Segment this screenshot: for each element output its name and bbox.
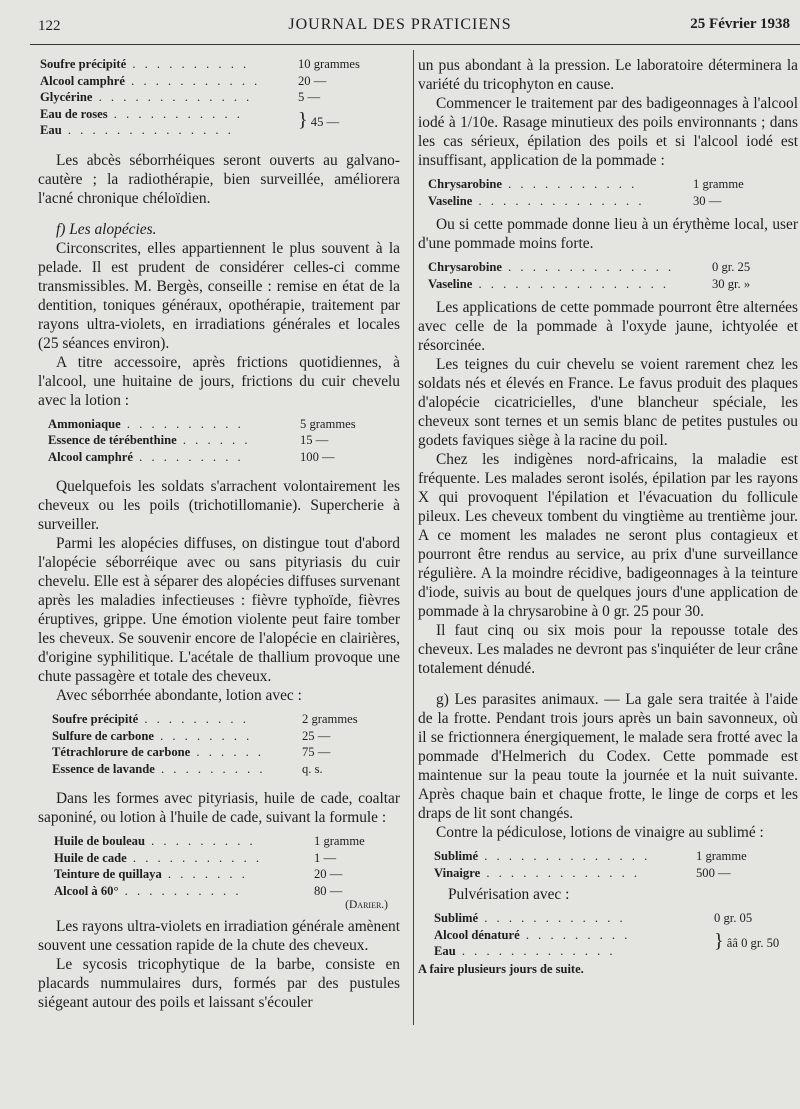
- issue-date: 25 Février 1938: [690, 16, 790, 32]
- paragraph: Les rayons ultra-violets en irradiation générale amènent souvent une cessation rapide de la chute des cheveux.: [38, 918, 400, 954]
- rx-line: Alcool camphré . . . . . . . . . . . 20 —: [40, 73, 327, 88]
- paragraph: un pus abondant à la pression. Le laboratoire déterminera la variété du tricophyton en cause.: [418, 57, 798, 93]
- paragraph: Les applications de cette pommade pourront être alternées avec celle de la pommade à l'oxyde jaune, ichtyolée et résorcinée.: [418, 299, 798, 354]
- page-number: 122: [38, 18, 61, 34]
- paragraph: Il faut cinq ou six mois pour la repousse totale des cheveux. Les malades ne devront pas s'inquiéter de leur crâne totalement dénudé.: [418, 622, 798, 677]
- paragraph: Commencer le traitement par des badigeonnages à l'alcool iodé à 1/10e. Rasage minutieux des poils environnants ; dans les cas sérieux, épilation des poils et si l'alcool iodé est insuffisant, application de la pommade :: [418, 95, 798, 169]
- rx-line: Glycérine . . . . . . . . . . . . . 5 —: [40, 90, 321, 104]
- rx-line: Essence de térébenthine . . . . . . 15 —: [48, 433, 329, 447]
- rx-line: Eau . . . . . . . . . . . . . .: [40, 123, 234, 137]
- paragraph: Circonscrites, elles appartiennent le plus souvent à la pelade. Il est prudent de considérer celles-ci comme transmissibles. M. Bergès, conseille : remise en état de la dentition, toniques généraux, opothérapie, traitement par rayons ultra-violets, en irradiations générales et locales (25 séances environ).: [38, 239, 400, 352]
- signature: (Darier.): [345, 899, 388, 911]
- prescription-7: [434, 848, 747, 881]
- right-column: [418, 56, 798, 977]
- prescription-5: [428, 176, 744, 209]
- rx-line: Huile de bouleau . . . . . . . . . 1 gramme: [54, 834, 365, 848]
- rx-line: Eau . . . . . . . . . . . . .: [434, 944, 616, 958]
- rx-line: Alcool dénaturé . . . . . . . . . } ââ 0 gr. 50: [434, 927, 780, 953]
- rx-line: Sublimé . . . . . . . . . . . . . . 1 gramme: [434, 849, 747, 863]
- paragraph: Quelquefois les soldats s'arrachent volontairement les cheveux ou les poils (trichotillomanie). Supercherie à surveiller.: [38, 478, 400, 533]
- rx-line: Vaseline . . . . . . . . . . . . . . . . 30 gr. »: [428, 276, 751, 291]
- section-heading-f: f) Les alopécies.: [56, 220, 157, 238]
- rx-line: Chrysarobine . . . . . . . . . . . 1 gramme: [428, 177, 744, 191]
- prescription-6: [428, 259, 750, 292]
- paragraph: Chez les indigènes nord-africains, la maladie est fréquente. Les malades seront isolés, épilation par les rayons X qui provoquent l'épilation et l'évacuation du follicule pileux. Les cheveux tombent du vingtième au trentième jour. A ce moment les malades ne seront plus contagieux et pourront être rendus au service, au prix d'une surveillance régulière. A la moindre récidive, badigeonnages à la teinture d'iode, suivis au bout de quelques jours d'une application de pommade à la chrysarobine à 0 gr. 25 pour 30.: [418, 451, 798, 620]
- paragraph: Contre la pédiculose, lotions de vinaigre au sublimé :: [436, 824, 764, 841]
- rx-line: Teinture de quillaya . . . . . . . 20 —: [54, 867, 343, 881]
- prescription-8: [434, 910, 779, 960]
- paragraph: Les teignes du cuir chevelu se voient rarement chez les soldats nés et élevés en France. Le favus produit des plaques d'alopécie cicatricielles, d'une blancheur spéciale, les cheveux sont ternes et un semis blanc de petites pustules ou godets faviques siège à la racine du poil.: [418, 356, 798, 449]
- paragraph: A titre accessoire, après frictions quotidiennes, à l'alcool, une huitaine de jours, frictions du cuir chevelu avec la lotion :: [38, 353, 400, 409]
- header-rule: [30, 44, 800, 45]
- rx-line: Vinaigre . . . . . . . . . . . . . 500 —: [434, 865, 731, 880]
- paragraph: Parmi les alopécies diffuses, on distingue tout d'abord l'alopécie séborréique avec ou sans pityriasis du cuir chevelu. Elle est à séparer des alopécies diffuses survenant après les maladies infectieuses : fièvre typhoïde, fièvres éruptives, grippe. Une émotion violente peut faire tomber les cheveux. Se souvenir encore de l'alopécie en clairières, d'origine syphilitique. L'acétale de thallium provoque une chute passagère et totale des cheveux.: [38, 535, 400, 685]
- prescription-2: [48, 416, 356, 466]
- rx-line: Sublimé . . . . . . . . . . . . 0 gr. 05: [434, 911, 753, 925]
- rx-line: Alcool camphré . . . . . . . . . 100 —: [48, 449, 335, 464]
- rx-line: Essence de lavande . . . . . . . . . q. s.: [52, 761, 323, 776]
- prescription-4: [54, 833, 365, 899]
- paragraph: Ou si cette pommade donne lieu à un érythème local, user d'une pommade moins forte.: [418, 216, 798, 252]
- paragraph: Le sycosis tricophytique de la barbe, consiste en placards nummulaires durs, formés par des pustules siégeant autour des poils et laissant s'écouler: [38, 956, 400, 1011]
- page-header: [0, 16, 800, 40]
- paragraph: g) Les parasites animaux. — La gale sera traitée à l'aide de la frotte. Pendant trois jours après un bain savonneux, où il se frictionnera énergiquement, le malade sera frotté avec la pommade d'Helmerich du Codex. Cette pommade est maintenue sur la peau toute la journée et la nuit suivante. Après chaque bain et chaque frotte, le linge de corps et les draps de lit sont changés.: [418, 691, 798, 822]
- paragraph: Pulvérisation avec :: [448, 886, 570, 903]
- rx-line: Chrysarobine . . . . . . . . . . . . . . 0 gr. 25: [428, 260, 751, 274]
- rx-line: Eau de roses . . . . . . . . . . . } 45 —: [40, 106, 340, 132]
- journal-title: JOURNAL DES PRATICIENS: [288, 16, 512, 33]
- paragraph: Avec séborrhée abondante, lotion avec :: [56, 687, 302, 704]
- note: A faire plusieurs jours de suite.: [418, 961, 584, 976]
- rx-line: Sulfure de carbone . . . . . . . . 25 —: [52, 728, 331, 743]
- rx-line: Tétrachlorure de carbone . . . . . . 75 —: [52, 745, 331, 759]
- rx-line: Alcool à 60° . . . . . . . . . . 80 —: [54, 883, 343, 898]
- paragraph: Les abcès séborrhéiques seront ouverts au galvano-cautère ; la radiothérapie, bien surveillée, améliorera l'acné chronique chéloïdien.: [38, 151, 400, 207]
- prescription-3: [52, 711, 358, 777]
- rx-line: Vaseline . . . . . . . . . . . . . . 30 —: [428, 193, 722, 208]
- rx-line: Ammoniaque . . . . . . . . . . 5 grammes: [48, 416, 356, 431]
- left-column: [38, 56, 400, 1012]
- column-divider: [413, 50, 414, 1025]
- rx-line: Huile de cade . . . . . . . . . . . 1 —: [54, 850, 337, 865]
- prescription-1: [40, 56, 360, 139]
- paragraph: Dans les formes avec pityriasis, huile de cade, coaltar saponiné, ou lotion à l'huile de cade, suivant la formule :: [38, 790, 400, 826]
- rx-line: Soufre précipité . . . . . . . . . . 10 grammes: [40, 57, 360, 71]
- rx-line: Soufre précipité . . . . . . . . . 2 grammes: [52, 712, 358, 726]
